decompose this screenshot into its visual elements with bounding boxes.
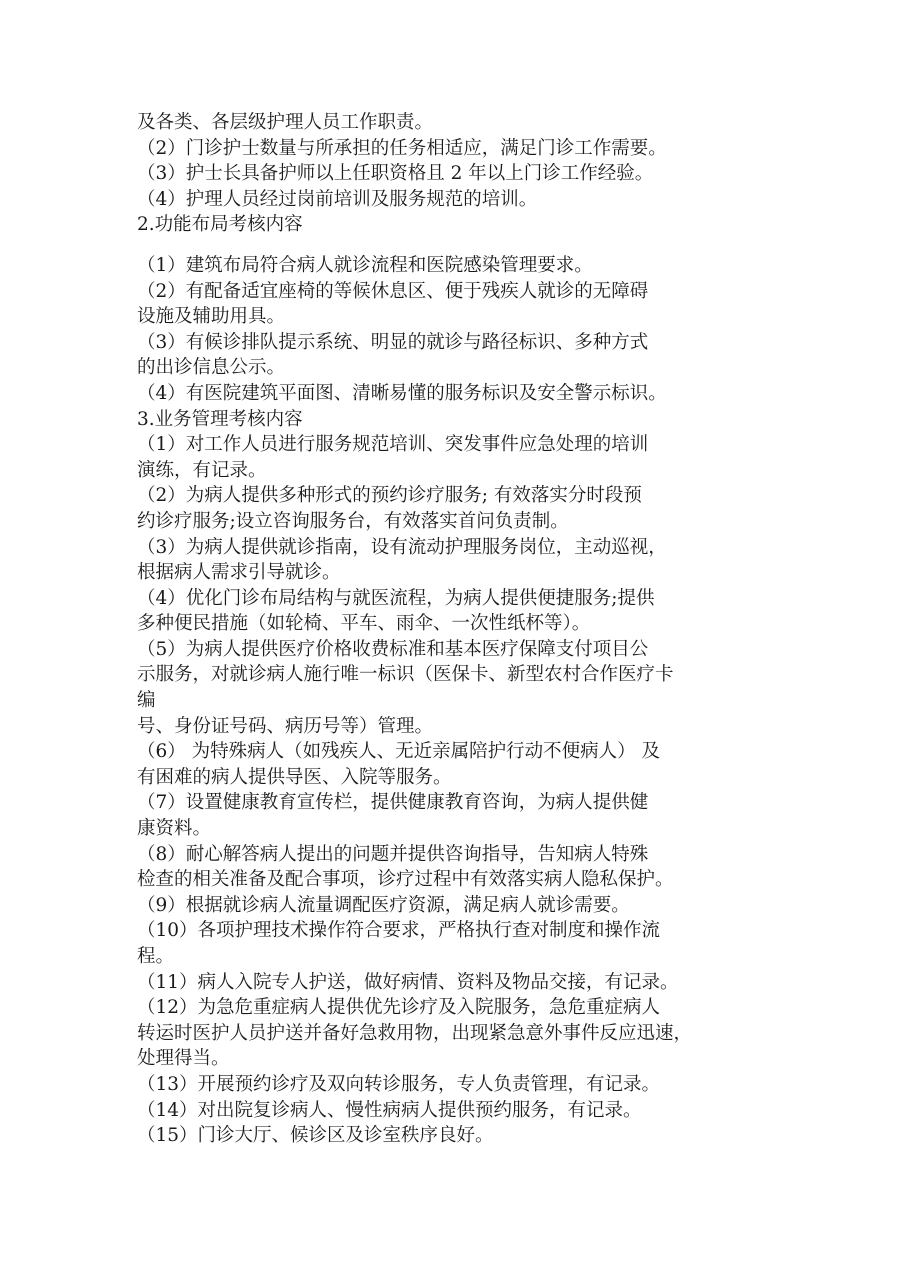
text-line: （13）开展预约诊疗及双向转诊服务，专人负责管理，有记录。	[137, 1073, 661, 1095]
text-line: （8）耐心解答病人提出的问题并提供咨询指导，告知病人特殊	[137, 843, 649, 865]
text-line: 设施及辅助用具。	[137, 306, 286, 328]
text-line: （6） 为特殊病人（如残疾人、无近亲属陪护行动不便病人） 及	[137, 741, 661, 763]
text-line: （2）为病人提供多种形式的预约诊疗服务; 有效落实分时段预	[137, 485, 642, 507]
text-line: 检查的相关准备及配合事项，诊疗过程中有效落实病人隐私保护。	[137, 869, 674, 891]
text-line: （9）根据就诊病人流量调配医疗资源，满足病人就诊需要。	[137, 894, 630, 916]
document-body	[137, 110, 837, 1149]
text-line: 的出诊信息公示。	[137, 357, 286, 379]
text-line: 示服务，对就诊病人施行唯一标识（医保卡、新型农村合作医疗卡	[137, 664, 674, 686]
text-line: （15）门诊大厅、候诊区及诊室秩序良好。	[137, 1125, 494, 1147]
text-line: （4）护理人员经过岗前培训及服务规范的培训。	[137, 188, 538, 210]
section-heading: 3.业务管理考核内容	[137, 408, 303, 430]
text-line: （7）设置健康教育宣传栏，提供健康教育咨询，为病人提供健	[137, 792, 649, 814]
text-line: 处理得当。	[137, 1048, 230, 1070]
text-line: （11）病人入院专人护送，做好病情、资料及物品交接，有记录。	[137, 971, 679, 993]
text-line: 根据病人需求引导就诊。	[137, 562, 341, 584]
text-line: 编	[137, 690, 156, 712]
text-line: 号、身份证号码、病历号等）管理。	[137, 715, 434, 737]
text-line: （2）门诊护士数量与所承担的任务相适应，满足门诊工作需要。	[137, 137, 667, 159]
section-heading: 2.功能布局考核内容	[137, 214, 303, 236]
text-line: （3）为病人提供就诊指南，设有流动护理服务岗位，主动巡视，	[137, 536, 667, 558]
text-line: （3）有候诊排队提示系统、明显的就诊与路径标识、多种方式	[137, 331, 649, 353]
text-line: （10）各项护理技术操作符合要求，严格执行查对制度和操作流	[137, 920, 661, 942]
text-line: 程。	[137, 946, 175, 967]
text-line: （3）护士长具备护师以上任职资格且 2 年以上门诊工作经验。	[137, 163, 654, 185]
text-line: （12）为急危重症病人提供优先诊疗及入院服务，急危重症病人	[137, 997, 661, 1019]
text-line: 约诊疗服务;设立咨询服务台，有效落实首问负责制。	[137, 510, 569, 532]
text-line: （14）对出院复诊病人、慢性病病人提供预约服务，有记录。	[137, 1099, 642, 1121]
text-line: （5）为病人提供医疗价格收费标准和基本医疗保障支付项目公	[137, 638, 649, 660]
text-line: 有困难的病人提供导医、入院等服务。	[137, 766, 452, 788]
text-line: （1）建筑布局符合病人就诊流程和医院感染管理要求。	[137, 254, 593, 276]
blank-line	[137, 238, 837, 253]
text-line: （1）对工作人员进行服务规范培训、突发事件应急处理的培训	[137, 434, 649, 456]
text-line: （2）有配备适宜座椅的等候休息区、便于残疾人就诊的无障碍	[137, 280, 649, 302]
text-line: 及各类、各层级护理人员工作职责。	[137, 112, 434, 133]
text-line: 康资料。	[137, 818, 212, 840]
text-line: （4）优化门诊布局结构与就医流程，为病人提供便捷服务;提供	[137, 587, 655, 609]
text-line: 多种便民措施（如轮椅、平车、雨伞、一次性纸杯等）。	[137, 613, 591, 635]
text-line: 演练，有记录。	[137, 459, 267, 481]
text-line: （4）有医院建筑平面图、清晰易懂的服务标识及安全警示标识。	[137, 382, 667, 404]
text-line: 转运时医护人员护送并备好急救用物，出现紧急意外事件反应迅速，	[137, 1022, 693, 1044]
